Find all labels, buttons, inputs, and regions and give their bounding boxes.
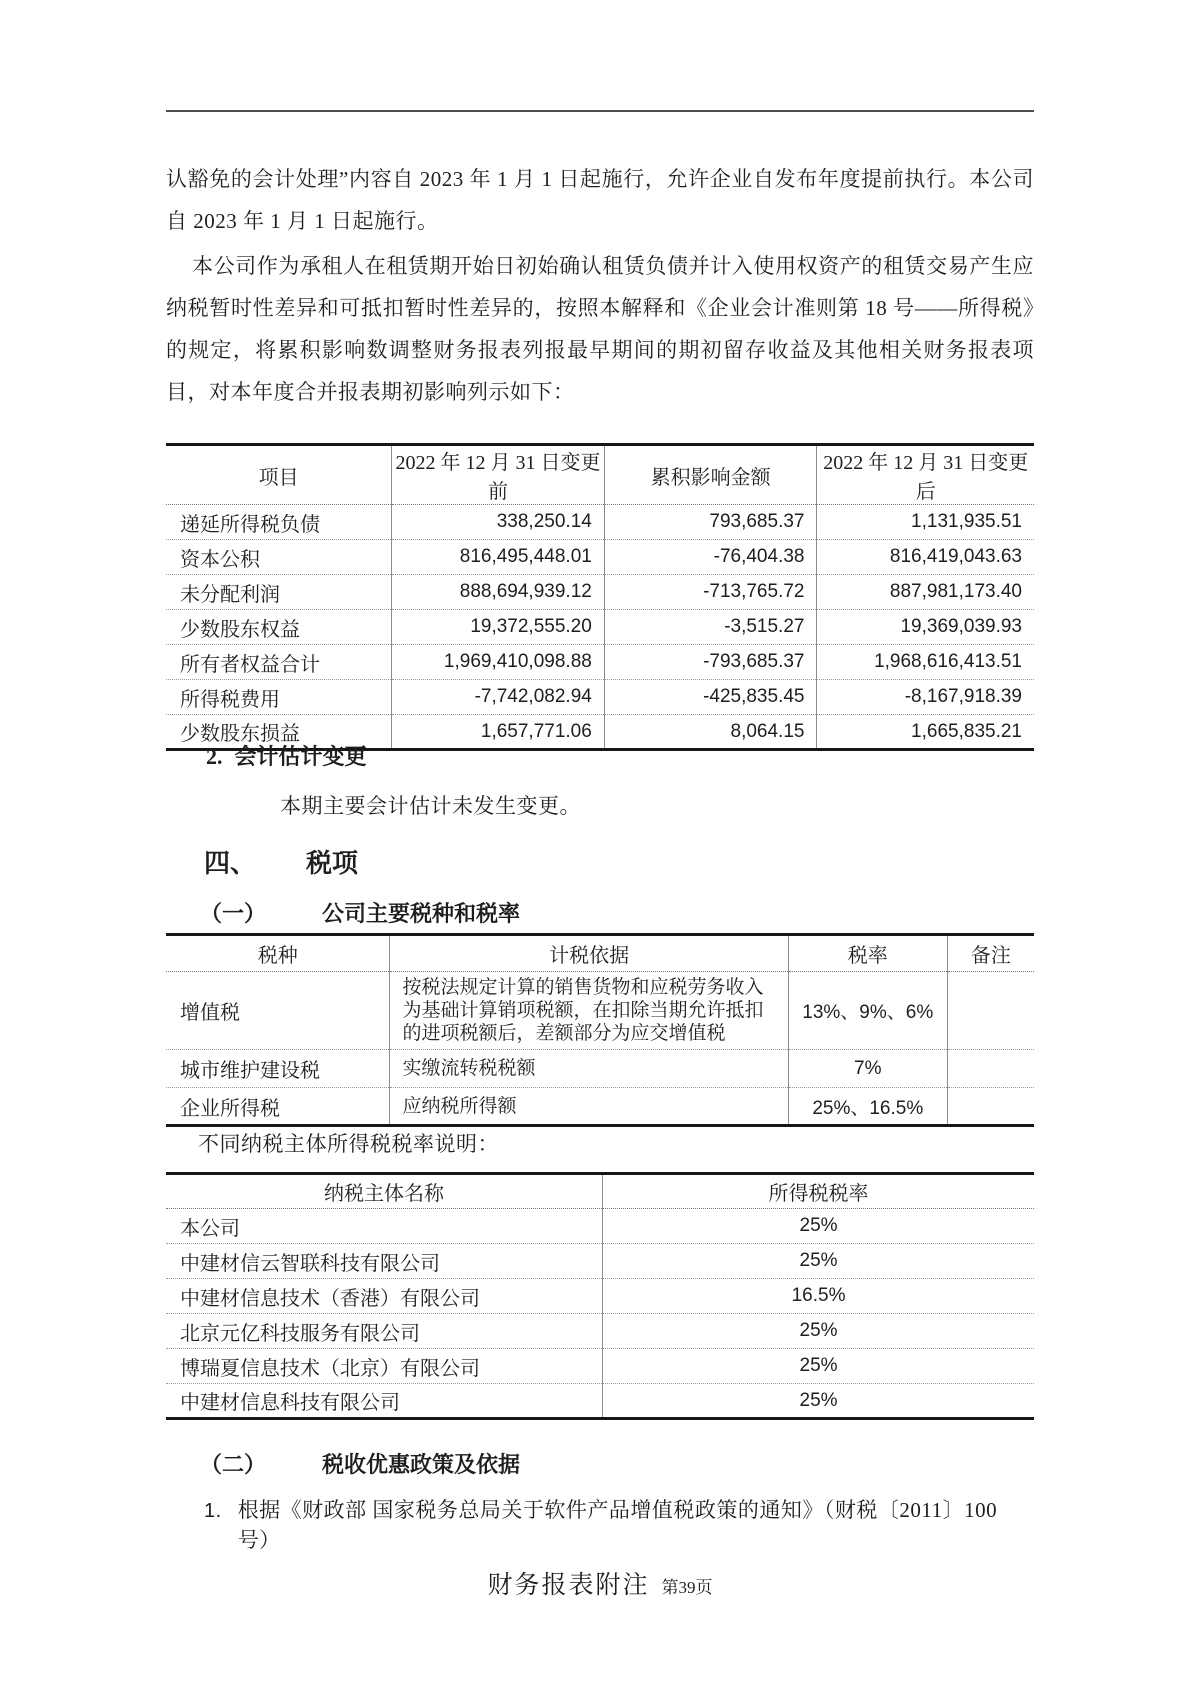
table-row — [166, 1314, 1034, 1349]
cell-rate: 13%、9%、6% — [788, 972, 947, 1050]
table-row — [166, 1384, 1034, 1419]
cell-after: 887,981,173.40 — [817, 575, 1034, 610]
paragraph-lease-adjustment: 本公司作为承租人在租赁期开始日初始确认租赁负债并计入使用权资产的租赁交易产生应纳税暂时性差异和可抵扣暂时性差异的，按照本解释和《企业会计准则第 18 号——所得税》的规定，将累积影响数调整财务报表列报最早期间的期初留存收益及其他相关财务报表项目，对本年度合并报表期初影响列示如下： — [166, 254, 1034, 404]
heading-number: （二） — [200, 1452, 267, 1477]
cell-rate: 25% — [603, 1349, 1034, 1384]
cell-rate: 25% — [603, 1244, 1034, 1279]
cell-before: -7,742,082.94 — [392, 680, 605, 715]
cell-item: 未分配利润 — [166, 575, 392, 610]
cell-entity-name: 博瑞夏信息技术（北京）有限公司 — [166, 1349, 603, 1384]
footer-title: 财务报表附注 — [487, 1572, 650, 1599]
table-header-row — [166, 1174, 1034, 1209]
cell-item: 递延所得税负债 — [166, 505, 392, 540]
cell-item: 所有者权益合计 — [166, 645, 392, 680]
cell-entity-name: 中建材信息技术（香港）有限公司 — [166, 1279, 603, 1314]
cell-note — [947, 1088, 1034, 1126]
cell-before: 1,969,410,098.88 — [392, 645, 605, 680]
tax-rate-table-wrap — [166, 933, 1034, 1127]
heading-number: （一） — [200, 901, 267, 926]
cell-basis: 应纳税所得额 — [390, 1088, 788, 1126]
heading-accounting-estimate-change — [166, 740, 1034, 771]
heading-main-taxes — [166, 897, 1034, 928]
cell-impact: -76,404.38 — [604, 540, 817, 575]
heading-tax-incentives — [166, 1448, 1034, 1479]
cell-note — [947, 1050, 1034, 1088]
entity-tax-table-wrap — [166, 1172, 1034, 1420]
heading-tax-section — [166, 843, 1034, 880]
cell-basis: 实缴流转税税额 — [390, 1050, 788, 1088]
policy-item-1 — [166, 1494, 1034, 1554]
list-item-text: 根据《财政部 国家税务总局关于软件产品增值税政策的通知》（财税〔2011〕100 号） — [237, 1498, 998, 1552]
header-tax-type: 税种 — [166, 935, 390, 972]
tax-rate-table — [166, 933, 1034, 1127]
cell-after: 1,665,835.21 — [817, 715, 1034, 750]
cell-rate: 16.5% — [603, 1279, 1034, 1314]
cell-before: 338,250.14 — [392, 505, 605, 540]
table-row — [166, 1244, 1034, 1279]
cell-before: 19,372,555.20 — [392, 610, 605, 645]
table-header-row — [166, 935, 1034, 972]
heading-number: 四、 — [204, 849, 257, 878]
footer-page-number: 第39页 — [661, 1578, 713, 1597]
cell-impact: 793,685.37 — [604, 505, 817, 540]
cell-note — [947, 972, 1034, 1050]
header-note: 备注 — [947, 935, 1034, 972]
header-impact: 累积影响金额 — [604, 445, 817, 505]
cell-rate: 25%、16.5% — [788, 1088, 947, 1126]
cell-rate: 7% — [788, 1050, 947, 1088]
table-row — [166, 540, 1034, 575]
heading-title: 税项 — [306, 849, 359, 878]
header-after: 2022 年 12 月 31 日变更后 — [817, 445, 1034, 505]
cell-before: 888,694,939.12 — [392, 575, 605, 610]
table-row — [166, 1088, 1034, 1126]
page-footer — [166, 1565, 1034, 1601]
header-income-tax-rate: 所得税税率 — [603, 1174, 1034, 1209]
cell-rate: 25% — [603, 1209, 1034, 1244]
list-item-number: 1. — [204, 1500, 222, 1522]
entity-tax-table — [166, 1172, 1034, 1420]
cell-rate: 25% — [603, 1314, 1034, 1349]
cell-tax-type: 企业所得税 — [166, 1088, 390, 1126]
cell-impact: -3,515.27 — [604, 610, 817, 645]
cell-before: 816,495,448.01 — [392, 540, 605, 575]
heading-number: 2. — [206, 744, 223, 769]
cell-after: 1,968,616,413.51 — [817, 645, 1034, 680]
cell-impact: -425,835.45 — [604, 680, 817, 715]
page-header-rule — [166, 110, 1034, 112]
heading-title: 公司主要税种和税率 — [322, 901, 521, 926]
cell-impact: -793,685.37 — [604, 645, 817, 680]
table-row — [166, 1279, 1034, 1314]
header-before: 2022 年 12 月 31 日变更前 — [392, 445, 605, 505]
cell-entity-name: 中建材信云智联科技有限公司 — [166, 1244, 603, 1279]
cell-after: 816,419,043.63 — [817, 540, 1034, 575]
cell-entity-name: 北京元亿科技服务有限公司 — [166, 1314, 603, 1349]
estimate-change-body: 本期主要会计估计未发生变更。 — [280, 794, 581, 818]
cell-basis: 按税法规定计算的销售货物和应税劳务收入为基础计算销项税额，在扣除当期允许抵扣的进项税额后，差额部分为应交增值税 — [390, 972, 788, 1050]
heading-title: 税收优惠政策及依据 — [322, 1452, 521, 1477]
table-row — [166, 645, 1034, 680]
paragraph-continuation: 认豁免的会计处理”内容自 2023 年 1 月 1 日起施行，允许企业自发布年度提前执行。本公司自 2023 年 1 月 1 日起施行。 — [166, 167, 1034, 233]
intro-paragraphs — [166, 158, 1034, 413]
cell-before: 1,657,771.06 — [392, 715, 605, 750]
header-item: 项目 — [166, 445, 392, 505]
table-row — [166, 610, 1034, 645]
adjustment-table — [166, 443, 1034, 751]
table-header-row — [166, 445, 1034, 505]
cell-item: 少数股东权益 — [166, 610, 392, 645]
cell-item: 所得税费用 — [166, 680, 392, 715]
table-row — [166, 1349, 1034, 1384]
entity-rate-note: 不同纳税主体所得税税率说明： — [198, 1132, 499, 1156]
cell-entity-name: 中建材信息科技有限公司 — [166, 1384, 603, 1419]
cell-after: -8,167,918.39 — [817, 680, 1034, 715]
cell-entity-name: 本公司 — [166, 1209, 603, 1244]
cell-rate: 25% — [603, 1384, 1034, 1419]
heading-title: 会计估计变更 — [234, 744, 367, 769]
table-row — [166, 1209, 1034, 1244]
cell-impact: -713,765.72 — [604, 575, 817, 610]
cell-tax-type: 增值税 — [166, 972, 390, 1050]
table-row — [166, 680, 1034, 715]
cell-item: 资本公积 — [166, 540, 392, 575]
header-basis: 计税依据 — [390, 935, 788, 972]
header-entity-name: 纳税主体名称 — [166, 1174, 603, 1209]
cell-after: 1,131,935.51 — [817, 505, 1034, 540]
table-row — [166, 972, 1034, 1050]
table-row — [166, 1050, 1034, 1088]
cell-after: 19,369,039.93 — [817, 610, 1034, 645]
cell-impact: 8,064.15 — [604, 715, 817, 750]
header-rate: 税率 — [788, 935, 947, 972]
table-row — [166, 505, 1034, 540]
cell-item: 少数股东损益 — [166, 715, 392, 750]
table-row — [166, 575, 1034, 610]
adjustment-table-wrap — [166, 443, 1034, 751]
cell-tax-type: 城市维护建设税 — [166, 1050, 390, 1088]
